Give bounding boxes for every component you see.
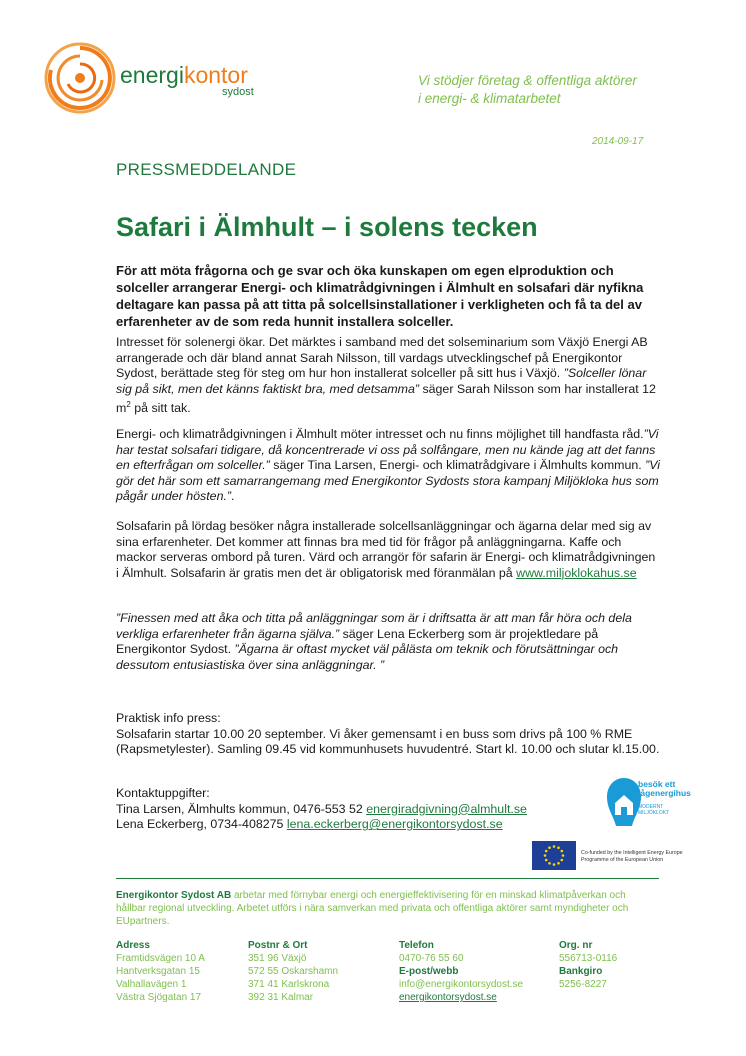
p2-text-b: säger Tina Larsen, Energi- och klimatrådgivare i Älmhults kommun.: [269, 458, 646, 473]
contact-info: [116, 786, 586, 833]
p1-text-c: på sitt tak.: [130, 401, 191, 416]
company-logo: [42, 40, 282, 116]
footer-col-contact: Telefon 0470-76 55 60 E-post/webb info@energikontorsydost.se energikontorsydost.se: [399, 939, 549, 1004]
p4-text-b: säger Lena Eckerberg som är projektledare på Energikontor Sydost.: [116, 626, 599, 657]
info-text: Solsafarin startar 10.00 20 september. Vi åker gemensamt i en buss som drivs på 100 % RME (Rapsmetylester). Samling 09.45 vid kommunhusets huvudentré. Start kl. 10.00 och slutar kl.15.00.: [116, 726, 660, 757]
p2-quote-2: ”Vi gör det här som ett samarrangemang med Energikontor Sydosts stora kampanj Miljökloka hus som pågår under hösten.”: [116, 458, 661, 504]
p2-text-c: .: [231, 489, 235, 504]
footer-about-text: arbetar med förnybar energi och energieffektivisering för en minskad klimatpåverkan och hållbar regional utveckling. Arbetet utförs i nära samverkan med privata och offentliga aktörer samt myndigheter och EUpartners.: [116, 890, 629, 927]
contact-heading: Kontaktuppgifter:: [116, 786, 210, 800]
press-release-label: PRESSMEDDELANDE: [116, 160, 297, 179]
contact-1-email-link[interactable]: energiradgivning@almhult.se: [366, 801, 527, 816]
contact-row-1: Tina Larsen, Älmhults kommun, 0476-553 52 energiradgivning@almhult.se: [116, 801, 527, 816]
contact-2-email-link[interactable]: lena.eckerberg@energikontorsydost.se: [286, 817, 503, 832]
p1-text-b: säger Sarah Nilsson som har installerat 12 m: [116, 381, 656, 416]
footer-about: [116, 889, 636, 928]
logo-sub: sydost: [222, 86, 254, 98]
miljoklokahus-link[interactable]: www.miljoklokahus.se: [516, 565, 637, 580]
document-date: 2014-09-17: [592, 136, 644, 147]
tagline-line-2: i energi- & klimatarbetet: [418, 91, 561, 106]
tagline-line-1: Vi stödjer företag & offentliga aktörer: [418, 73, 637, 88]
eu-flag-icon: [532, 841, 576, 870]
p1-superscript: 2: [126, 400, 131, 410]
p1-quote: ”Solceller lönar sig på sikt, men det känns faktiskt bra, med detsamma”: [116, 366, 647, 396]
paragraph-4: [116, 611, 661, 673]
footer-email[interactable]: info@energikontorsydost.se: [399, 979, 524, 990]
footer-col-address: Adress Framtidsvägen 10 A Hantverksgatan 15 Valhallavägen 1 Västra Sjögatan 17: [116, 940, 205, 1003]
contact-row-2: Lena Eckerberg, 0734-408275 lena.eckerberg@energikontorsydost.se: [116, 817, 503, 832]
tagline: [418, 72, 637, 108]
p4-quote-2: ”Ägarna är oftast mycket väl pålästa om teknik och förutsättningar och dessutom entusiastiska över sina anläggningar. ”: [116, 642, 619, 672]
swirl-logo-icon: [42, 40, 118, 116]
practical-info: [116, 711, 661, 758]
lead-paragraph: För att möta frågorna och ge svar och öka kunskapen om egen elproduktion och solceller arrangerar Energi- och klimatrådgivningen i Älmhult en solsafari där nyfikna deltagare kan passa på att titta på solcellsinstallationer i verkligheten och få ta del av erfarenheter av de som reda hunnit installera solceller.: [116, 263, 644, 329]
paragraph-3: [116, 519, 661, 581]
p3-text: Solsafarin på lördag besöker några installerade solcellsanläggningar och ägarna delar med sig av sina erfarenheter. Det kommer att finnas bra med tid för frågor på anläggningarna. Kaffe och mackor serveras ombord på turen. Värd och arrangör för safarin är Energi- och klimatrådgivningen i Älmhult. Solsafarin är gratis men det är obligatorisk med föranmälan på: [116, 519, 656, 580]
eu-cofunding-badge: Co-funded by the Intelligent Energy Europe Programme of the European Union: [532, 841, 702, 871]
p2-quote-1: ”Vi har testat solsafari tidigare, då koncentrerade vi oss på solfångare, men nu kände jag att det fanns en efterfrågan om solceller.”: [116, 427, 659, 473]
logo-word-energi: energi: [120, 62, 184, 88]
house-icon: [606, 777, 642, 827]
logo-word-kontor: kontor: [183, 62, 248, 88]
footer-col-postal: Postnr & Ort 351 96 Växjö 572 55 Oskarshamn 371 41 Karlskrona 392 31 Kalmar: [248, 940, 339, 1003]
miljokloka-hus-badge: besök ett lågenergihus MODERNT MILJÖKLOKT: [606, 777, 680, 829]
p2-text-a: Energi- och klimatrådgivningen i Älmhult möter intresset och nu finns möjlighet till handfasta råd.: [116, 427, 644, 441]
p1-text-a: Intresset för solenergi ökar. Det märktes i samband med det solseminarium som Växjö Energi AB arrangerade och där bland annat Sarah Nilsson, till vardags utvecklingschef på Energikontor Sydost, berättade steg för steg om hur hon installerat solceller på sitt hus i Växjö.: [116, 335, 648, 381]
footer-col-org: Org. nr 556713-0116 Bankgiro 5256-8227: [559, 940, 618, 990]
page-title: Safari i Älmhult – i solens tecken: [116, 212, 538, 242]
info-heading: Praktisk info press:: [116, 711, 221, 725]
paragraph-1: [116, 335, 661, 417]
footer-web-link[interactable]: energikontorsydost.se: [399, 992, 497, 1003]
p4-quote-1: ”Finessen med att åka och titta på anläggningar som är i driftsatta är att man får höra och dela verkliga erfarenheter från ägarna själva.”: [116, 611, 632, 641]
paragraph-2: [116, 427, 661, 505]
footer-divider: [116, 878, 659, 879]
footer-org-name: Energikontor Sydost AB: [116, 890, 232, 901]
